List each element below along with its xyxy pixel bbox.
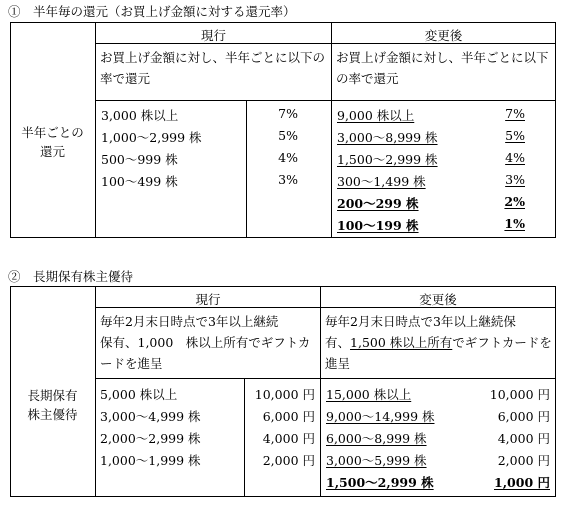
section1-current-range: 3,000 株以上 — [101, 108, 179, 123]
section2-after-amount: 6,000 円 — [497, 409, 550, 424]
section2-current-range: 3,000～4,999 株 — [100, 409, 201, 424]
section1-row-label: 半年ごとの 還元 — [21, 125, 84, 159]
section1-header-current: 現行 — [200, 28, 226, 43]
section2-description-after: 毎年2月末日時点で3年以上継続保 有、1,500 株以上所有でギフトカードを 進呈 — [325, 314, 552, 371]
section2-current-amount: 10,000 円 — [254, 387, 315, 402]
section2-current-amount: 4,000 円 — [262, 431, 315, 446]
section1-after-rate: 3% — [505, 172, 525, 187]
section1-current-rate: 7% — [278, 106, 298, 121]
section2-after-amount: 1,000 円 — [494, 475, 550, 490]
section2-current-range: 5,000 株以上 — [100, 387, 178, 402]
section2-current-range: 1,000～1,999 株 — [100, 453, 201, 468]
section1-after-range: 100～199 株 — [337, 218, 419, 233]
section2-title: ② 長期保有株主優待 — [8, 269, 134, 284]
section1-description-current: お買上げ金額に対し、半年ごとに以下の率で還元 — [100, 50, 326, 86]
section1-after-rate: 7% — [505, 106, 525, 121]
section2-current-range: 2,000～2,999 株 — [100, 431, 201, 446]
section1-title: ① 半年毎の還元（お買上げ金額に対する還元率） — [8, 4, 296, 19]
section2-description-current: 毎年2月末日時点で3年以上継続 保有、1,000 株以上所有でギフトカ ードを進呈 — [100, 314, 311, 371]
section2-after-amount: 4,000 円 — [497, 431, 550, 446]
section2-after-range: 6,000～8,999 株 — [326, 431, 427, 446]
section1-current-range: 100～499 株 — [101, 174, 178, 189]
section2-after-range: 1,500～2,999 株 — [326, 475, 434, 490]
section1-current-rate: 4% — [278, 150, 298, 165]
section1-after-rate: 5% — [505, 128, 525, 143]
section1-after-range: 3,000～8,999 株 — [337, 130, 438, 145]
section1-after-range: 1,500～2,999 株 — [337, 152, 438, 167]
section1-current-rate: 3% — [278, 172, 298, 187]
section1-current-range: 500～999 株 — [101, 152, 178, 167]
section1-after-range: 9,000 株以上 — [337, 108, 415, 123]
section2-row-label: 長期保有 株主優待 — [27, 388, 78, 422]
section1-after-rate: 2% — [504, 194, 525, 209]
section1-current-rate: 5% — [278, 128, 298, 143]
section2-header-current: 現行 — [195, 292, 221, 307]
section2-current-amount: 6,000 円 — [262, 409, 315, 424]
section2-after-range: 9,000～14,999 株 — [326, 409, 435, 424]
section2-header-after: 変更後 — [419, 292, 457, 307]
section1-after-rate: 1% — [504, 216, 525, 231]
section1-header-after: 変更後 — [424, 28, 463, 43]
section1-after-range: 300～1,499 株 — [337, 174, 426, 189]
section2-after-range: 15,000 株以上 — [326, 387, 412, 402]
section2-after-amount: 2,000 円 — [497, 453, 550, 468]
section1-after-rate: 4% — [505, 150, 525, 165]
section1-current-range: 1,000～2,999 株 — [101, 130, 202, 145]
section2-after-amount: 10,000 円 — [489, 387, 550, 402]
section2-after-range: 3,000～5,999 株 — [326, 453, 427, 468]
section1-after-range: 200～299 株 — [337, 196, 419, 211]
section1-description-after: お買上げ金額に対し、半年ごとに以下の率で還元 — [336, 50, 549, 86]
section2-current-amount: 2,000 円 — [262, 453, 315, 468]
